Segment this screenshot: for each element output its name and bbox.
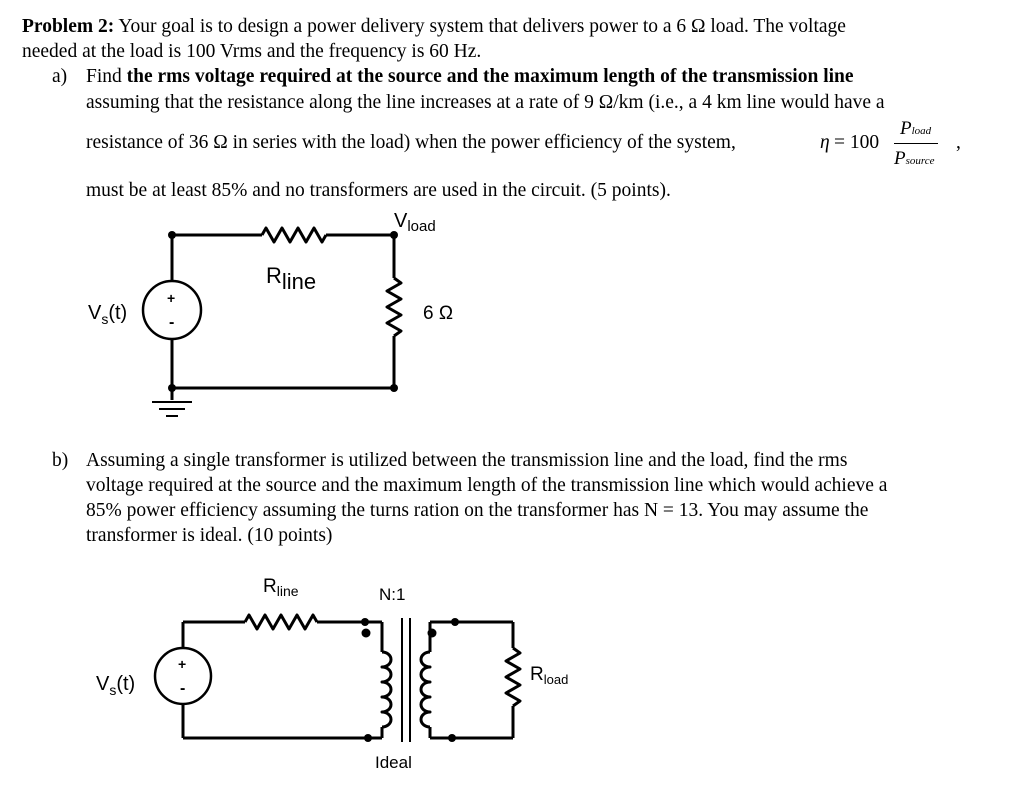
rline-label-a: Rline [266,263,317,294]
part-b-line-4: transformer is ideal. (10 points) [86,525,333,546]
node-dot-b-4 [448,734,456,742]
part-b-marker: b) [52,450,69,471]
fraction-denominator: Psource [894,148,935,169]
formula-comma: , [956,132,961,153]
rline-label-b: $R_{line}$ [263,576,299,599]
secondary-coil-icon [421,652,430,727]
part-b-line-2: voltage required at the source and the maximum length of the transmission line which would achieve a [86,475,888,496]
node-dot-b-1 [361,618,369,626]
problem-intro-text-1: Your goal is to design a power delivery system that delivers power to a 6 Ω load. The voltage [114,16,846,37]
problem-label: Problem 2: [22,16,115,37]
primary-polarity-dot [362,629,371,638]
part-a-line-4: must be at least 85% and no transformers are used in the circuit. (5 points). [86,180,671,201]
secondary-polarity-dot [428,629,437,638]
source-a-label: $V_s(t)$ [88,302,128,327]
rload-resistor-b [506,648,520,706]
source-b-minus: - [180,680,186,697]
ideal-label: Ideal [375,753,412,772]
problem-intro-line-2: needed at the load is 100 Vrms and the frequency is 60 Hz. [22,41,482,62]
vload-label: $V_{load}$ [394,210,436,235]
load-value-a: 6 Ω [423,303,454,324]
eta-equals-100: = 100 [834,132,880,153]
eta-symbol: η [820,132,830,153]
source-a-minus: - [169,314,175,331]
part-b-line-3: 85% power efficiency assuming the turns ration on the transformer has N = 13. You may assume the [86,500,869,521]
source-b-label: $V_s(t)$ [96,673,136,698]
primary-coil-icon [382,652,391,727]
source-a-plus: + [167,290,176,306]
part-a-line-2: assuming that the resistance along the line increases at a rate of 9 Ω/km (i.e., a 4 km line would have a [86,92,885,113]
rline-resistor-b [245,615,317,629]
rload-label: $R_{load}$ [530,664,569,687]
part-a-line-1-bold: the rms voltage required at the source and the maximum length of the transmission line [126,66,854,87]
node-dot-b-3 [451,618,459,626]
source-b-plus: + [178,656,187,672]
part-a-marker: a) [52,66,68,87]
part-a-line-1-pre: Find [86,66,127,87]
part-a-line-3: resistance of 36 Ω in series with the load) when the power efficiency of the system, [86,132,736,153]
turns-ratio-label: N:1 [379,585,406,604]
fraction-numerator: Pload [900,118,932,139]
part-b-line-1: Assuming a single transformer is utilized between the transmission line and the load, find the rms [86,450,848,471]
node-dot-b-2 [364,734,372,742]
